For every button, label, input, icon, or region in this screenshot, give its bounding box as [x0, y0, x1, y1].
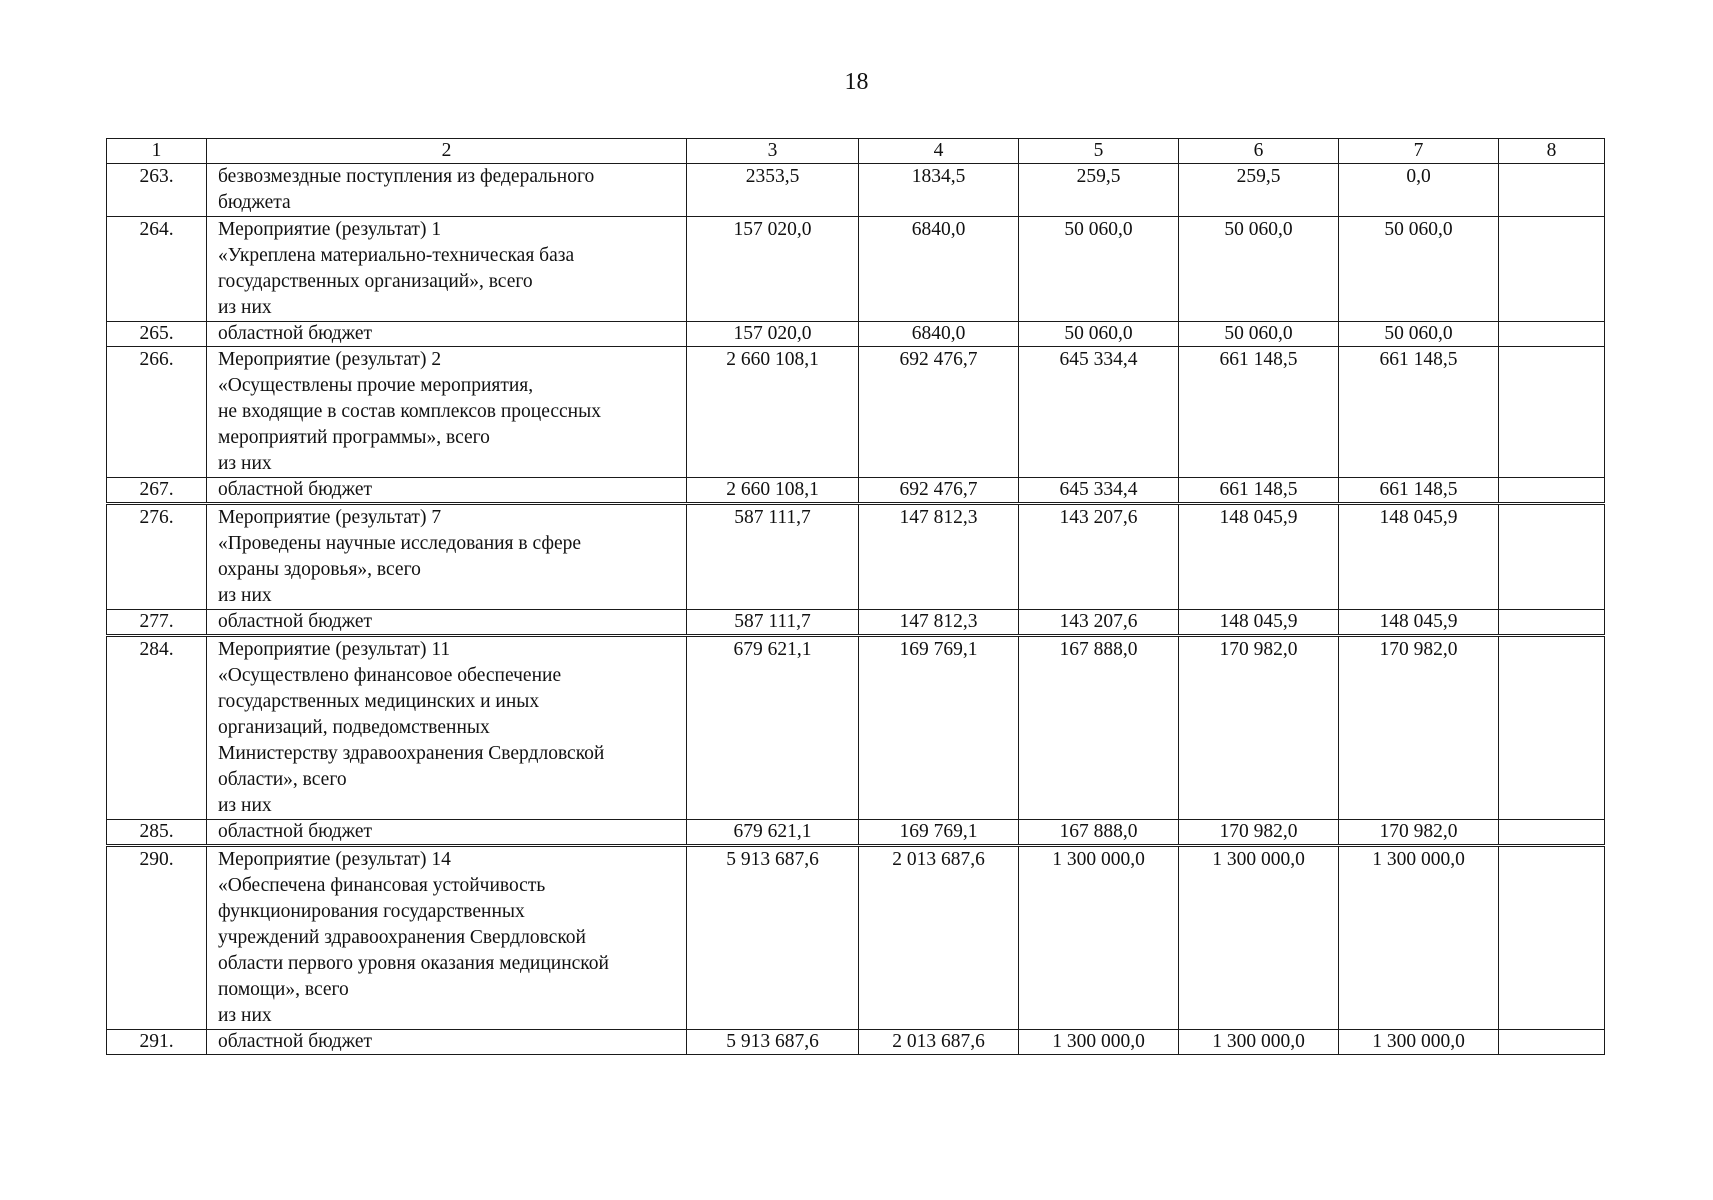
value-cell-col-3: 2 660 108,1 — [687, 347, 859, 478]
value-cell-col-6: 661 148,5 — [1179, 347, 1339, 478]
value-cell-col-7: 0,0 — [1339, 164, 1499, 217]
row-name-cell — [207, 636, 687, 820]
table-row — [107, 164, 1605, 217]
header-cell-8: 8 — [1499, 139, 1605, 164]
row-name-cell — [207, 846, 687, 1030]
row-name-cell — [207, 164, 687, 217]
row-number-cell: 267. — [107, 478, 207, 504]
value-cell-col-3: 2 660 108,1 — [687, 478, 859, 504]
header-cell-7: 7 — [1339, 139, 1499, 164]
table-row — [107, 1030, 1605, 1055]
row-number-cell: 290. — [107, 846, 207, 1030]
table-row — [107, 820, 1605, 846]
value-cell-col-3: 5 913 687,6 — [687, 846, 859, 1030]
value-cell-col-7: 148 045,9 — [1339, 610, 1499, 636]
value-cell-col-8 — [1499, 217, 1605, 322]
row-name-cell — [207, 322, 687, 347]
row-number-cell: 264. — [107, 217, 207, 322]
value-cell-col-8 — [1499, 347, 1605, 478]
row-number-cell: 276. — [107, 504, 207, 610]
value-cell-col-8 — [1499, 846, 1605, 1030]
row-name-line: бюджета — [218, 192, 291, 213]
table-row — [107, 610, 1605, 636]
value-cell-col-6: 50 060,0 — [1179, 217, 1339, 322]
row-name-line: учреждений здравоохранения Свердловской — [218, 927, 586, 948]
table-row — [107, 478, 1605, 504]
value-cell-col-7: 661 148,5 — [1339, 478, 1499, 504]
value-cell-col-8 — [1499, 636, 1605, 820]
value-cell-col-4: 6840,0 — [859, 322, 1019, 347]
row-name-line: «Укреплена материально-техническая база — [218, 245, 575, 266]
value-cell-col-6: 1 300 000,0 — [1179, 846, 1339, 1030]
value-cell-col-3: 5 913 687,6 — [687, 1030, 859, 1055]
value-cell-col-8 — [1499, 164, 1605, 217]
budget-table — [106, 138, 1605, 1055]
value-cell-col-4: 692 476,7 — [859, 347, 1019, 478]
value-cell-col-4: 692 476,7 — [859, 478, 1019, 504]
row-name-line: не входящие в состав комплексов процессных — [218, 401, 601, 422]
value-cell-col-6: 148 045,9 — [1179, 610, 1339, 636]
table-row — [107, 504, 1605, 610]
row-name-line: областной бюджет — [218, 323, 373, 344]
table-row — [107, 636, 1605, 820]
row-number-cell: 277. — [107, 610, 207, 636]
value-cell-col-5: 1 300 000,0 — [1019, 846, 1179, 1030]
row-name-line: безвозмездные поступления из федерального — [218, 166, 595, 187]
header-cell-4: 4 — [859, 139, 1019, 164]
row-name-line: «Осуществлены прочие мероприятия, — [218, 375, 534, 396]
value-cell-col-4: 2 013 687,6 — [859, 846, 1019, 1030]
header-cell-5: 5 — [1019, 139, 1179, 164]
row-name-line: Мероприятие (результат) 1 — [218, 219, 442, 240]
value-cell-col-8 — [1499, 1030, 1605, 1055]
row-name-cell — [207, 610, 687, 636]
value-cell-col-7: 661 148,5 — [1339, 347, 1499, 478]
value-cell-col-5: 645 334,4 — [1019, 347, 1179, 478]
value-cell-col-5: 50 060,0 — [1019, 322, 1179, 347]
page-number: 18 — [844, 69, 869, 95]
value-cell-col-3: 587 111,7 — [687, 504, 859, 610]
header-cell-6: 6 — [1179, 139, 1339, 164]
header-cell-1: 1 — [107, 139, 207, 164]
value-cell-col-3: 2353,5 — [687, 164, 859, 217]
value-cell-col-4: 169 769,1 — [859, 820, 1019, 846]
value-cell-col-5: 50 060,0 — [1019, 217, 1179, 322]
value-cell-col-5: 1 300 000,0 — [1019, 1030, 1179, 1055]
row-name-line: помощи», всего — [218, 979, 349, 1000]
value-cell-col-6: 170 982,0 — [1179, 820, 1339, 846]
value-cell-col-4: 147 812,3 — [859, 610, 1019, 636]
row-name-line: областной бюджет — [218, 479, 373, 500]
row-name-cell — [207, 478, 687, 504]
row-name-line: Мероприятие (результат) 11 — [218, 639, 451, 660]
row-name-line: областной бюджет — [218, 611, 373, 632]
table-header-row — [107, 139, 1605, 164]
row-number-cell: 285. — [107, 820, 207, 846]
row-name-line: Мероприятие (результат) 7 — [218, 507, 442, 528]
row-name-cell — [207, 217, 687, 322]
row-name-line: функционирования государственных — [218, 901, 525, 922]
row-number-cell: 291. — [107, 1030, 207, 1055]
row-name-line: организаций, подведомственных — [218, 717, 490, 738]
value-cell-col-8 — [1499, 820, 1605, 846]
row-name-line: Мероприятие (результат) 14 — [218, 849, 451, 870]
row-name-line: из них — [218, 585, 272, 606]
value-cell-col-8 — [1499, 478, 1605, 504]
row-name-line: «Проведены научные исследования в сфере — [218, 533, 582, 554]
value-cell-col-4: 169 769,1 — [859, 636, 1019, 820]
value-cell-col-4: 1834,5 — [859, 164, 1019, 217]
row-name-line: из них — [218, 795, 272, 816]
row-name-line: государственных медицинских и иных — [218, 691, 540, 712]
table-row — [107, 217, 1605, 322]
row-number-cell: 284. — [107, 636, 207, 820]
value-cell-col-7: 170 982,0 — [1339, 820, 1499, 846]
value-cell-col-6: 661 148,5 — [1179, 478, 1339, 504]
row-name-line: охраны здоровья», всего — [218, 559, 421, 580]
value-cell-col-7: 50 060,0 — [1339, 217, 1499, 322]
value-cell-col-8 — [1499, 610, 1605, 636]
value-cell-col-3: 587 111,7 — [687, 610, 859, 636]
value-cell-col-6: 259,5 — [1179, 164, 1339, 217]
value-cell-col-8 — [1499, 322, 1605, 347]
value-cell-col-5: 143 207,6 — [1019, 504, 1179, 610]
value-cell-col-4: 6840,0 — [859, 217, 1019, 322]
row-name-line: из них — [218, 453, 272, 474]
value-cell-col-4: 2 013 687,6 — [859, 1030, 1019, 1055]
value-cell-col-5: 645 334,4 — [1019, 478, 1179, 504]
row-name-line: из них — [218, 1005, 272, 1026]
row-name-line: Министерству здравоохранения Свердловской — [218, 743, 605, 764]
row-number-cell: 263. — [107, 164, 207, 217]
row-name-cell — [207, 504, 687, 610]
row-name-line: Мероприятие (результат) 2 — [218, 349, 442, 370]
value-cell-col-4: 147 812,3 — [859, 504, 1019, 610]
table-row — [107, 347, 1605, 478]
row-number-cell: 265. — [107, 322, 207, 347]
value-cell-col-3: 679 621,1 — [687, 820, 859, 846]
row-name-line: областной бюджет — [218, 1031, 373, 1052]
row-name-cell — [207, 820, 687, 846]
value-cell-col-7: 148 045,9 — [1339, 504, 1499, 610]
row-name-cell — [207, 347, 687, 478]
row-number-cell: 266. — [107, 347, 207, 478]
row-name-cell — [207, 1030, 687, 1055]
value-cell-col-3: 157 020,0 — [687, 322, 859, 347]
value-cell-col-5: 167 888,0 — [1019, 636, 1179, 820]
header-cell-2: 2 — [207, 139, 687, 164]
row-name-line: «Осуществлено финансовое обеспечение — [218, 665, 562, 686]
table-row — [107, 846, 1605, 1030]
value-cell-col-7: 1 300 000,0 — [1339, 1030, 1499, 1055]
value-cell-col-8 — [1499, 504, 1605, 610]
value-cell-col-7: 1 300 000,0 — [1339, 846, 1499, 1030]
value-cell-col-7: 170 982,0 — [1339, 636, 1499, 820]
value-cell-col-3: 157 020,0 — [687, 217, 859, 322]
row-name-line: области первого уровня оказания медицинской — [218, 953, 609, 974]
value-cell-col-6: 148 045,9 — [1179, 504, 1339, 610]
value-cell-col-5: 167 888,0 — [1019, 820, 1179, 846]
row-name-line: «Обеспечена финансовая устойчивость — [218, 875, 546, 896]
value-cell-col-6: 170 982,0 — [1179, 636, 1339, 820]
value-cell-col-5: 143 207,6 — [1019, 610, 1179, 636]
table-body — [107, 139, 1605, 1055]
value-cell-col-7: 50 060,0 — [1339, 322, 1499, 347]
row-name-line: государственных организаций», всего — [218, 271, 533, 292]
header-cell-3: 3 — [687, 139, 859, 164]
row-name-line: областной бюджет — [218, 821, 373, 842]
table-row — [107, 322, 1605, 347]
row-name-line: мероприятий программы», всего — [218, 427, 490, 448]
value-cell-col-3: 679 621,1 — [687, 636, 859, 820]
value-cell-col-6: 1 300 000,0 — [1179, 1030, 1339, 1055]
row-name-line: из них — [218, 297, 272, 318]
value-cell-col-5: 259,5 — [1019, 164, 1179, 217]
row-name-line: области», всего — [218, 769, 347, 790]
value-cell-col-6: 50 060,0 — [1179, 322, 1339, 347]
